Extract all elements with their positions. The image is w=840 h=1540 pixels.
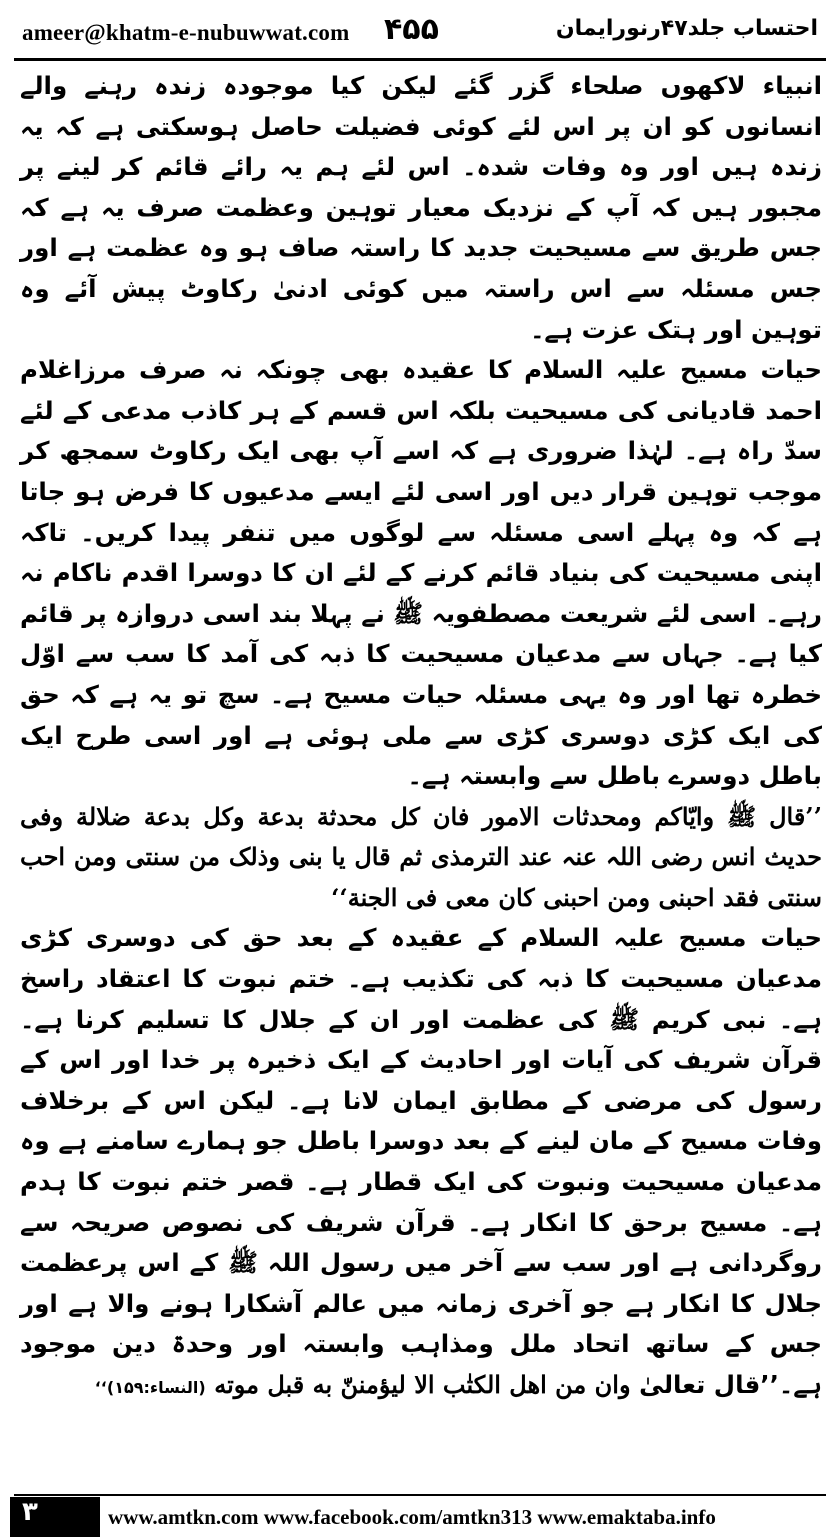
header-rule [14,58,826,61]
paragraph-4-text: حیات مسیح علیہ السلام کے عقیدہ کے بعد حق کی دوسری کڑی مدعیان مسیحیت کا ذبہ کی تکذیب ہے۔ ختم نبوت کا اعتقاد راسخ ہے۔ نبی کریم ﷺ کی عظمت اور ان کے جلال کا تسلیم کرنا ہے۔ قرآن شریف کی آیات اور احادیث کے ایک ذخیرہ پر خدا اور اس کے رسول کی مرضی کے مطابق ایمان لانا ہے۔ لیکن اس کے برخلاف وفات مسیح کے مان لینے کے بعد دوسرا باطل جو ہمارے سامنے ہے وہ مدعیان مسیحیت ونبوت کی ایک قطار ہے۔ قصر ختم نبوت کا ہدم ہے۔ مسیح برحق کا انکار ہے۔ قرآن شریف کی نصوص صریحہ سے روگردانی ہے اور سب سے آخر میں رسول اللہ ﷺ کے اس پرعظمت جلال کا انکار ہے جو آخری زمانہ میں عالم آشکارا ہونے والا ہے اور جس کے ساتھ اتحاد ملل ومذاہب وابستہ اور وحدۃ دین موجود ہے۔’’قال تعالیٰ [20,923,822,1399]
page-body [20,66,822,1409]
footer-rule [14,1494,826,1496]
quran-quote: وان من اهل الکتٰب الا لیؤمننّ به قبل موته [214,1370,631,1399]
hadith-quote: ’’قال ﷺ وایّاکم ومحدثات الامور فان کل محدثة بدعة وکل بدعة ضلالة وفی حدیث انس رضی اللہ عنہ عند الترمذی ثم قال یا بنی وذلک من سنتی ومن احب سنتی فقد احبنی ومن احبنی کان معی فی الجنة‘‘ [20,801,822,912]
paragraph-2: حیات مسیح علیہ السلام کا عقیدہ بھی چونکہ نہ صرف مرزاغلام احمد قادیانی کی مسیحیت بلکہ اس قسم کے ہر کاذب مدعی کے لئے سدّ راہ ہے۔ لہٰذا ضروری ہے کہ اسے آپ بھی ایک رکاوٹ سمجھ کر موجب توہین قرار دیں اور اسی لئے ایسے مدعیوں کا فرض ہو جاتا ہے کہ وہ پہلے اسی مسئلہ سے لوگوں میں تنفر پیدا کریں۔ تاکہ اپنی مسیحیت کی بنیاد قائم کرنے کے لئے ان کا دوسرا اقدم ناکام نہ رہے۔ اسی لئے شریعت مصطفویہ ﷺ نے پہلا بند اسی دروازہ پر قائم کیا ہے۔ جہاں سے مدعیان مسیحیت کا ذبہ کی آمد کا سب سے اوّل خطرہ تھا اور وہ یہی مسئلہ حیات مسیح ہے۔ سچ تو یہ ہے کہ حق کی ایک کڑی دوسری کڑی سے ملی ہوئی ہے اور اسی طرح ایک باطل دوسرے باطل سے وابستہ ہے۔ [20,355,822,791]
paragraph-1: انبیاء لاکھوں صلحاء گزر گئے لیکن کیا موجودہ زندہ رہنے والے انسانوں کو ان پر اس لئے کوئی فضیلت حاصل ہوسکتی ہے کہ یہ زندہ ہیں اور وہ وفات شدہ۔ اس لئے ہم یہ رائے قائم کر لینے پر مجبور ہیں کہ آپ کے نزدیک معیار توہین وعظمت صرف یہ ہے کہ جس طریق سے مسیحیت جدید کا راستہ صاف ہو وہ عظمت ہے اور جس مسئلہ سے اس راستہ میں کوئی ادنیٰ رکاوٹ پیش آئے وہ توہین اور ہتک عزت ہے۔ [20,71,822,344]
paragraph-4 [20,918,822,1408]
quran-reference: (النساء:۱۵۹)‘‘ [94,1378,206,1397]
header-email: ameer@khatm-e-nubuwwat.com [22,20,350,45]
footer-page-digit: ۳ [22,1497,38,1527]
footer-urls: www.amtkn.com www.facebook.com/amtkn313 www.emaktaba.info [108,1505,716,1529]
page-header [0,0,840,58]
page-number: ۴۵۵ [384,12,439,47]
book-title: احتساب جلد۴۷رنورایمان [555,16,818,41]
